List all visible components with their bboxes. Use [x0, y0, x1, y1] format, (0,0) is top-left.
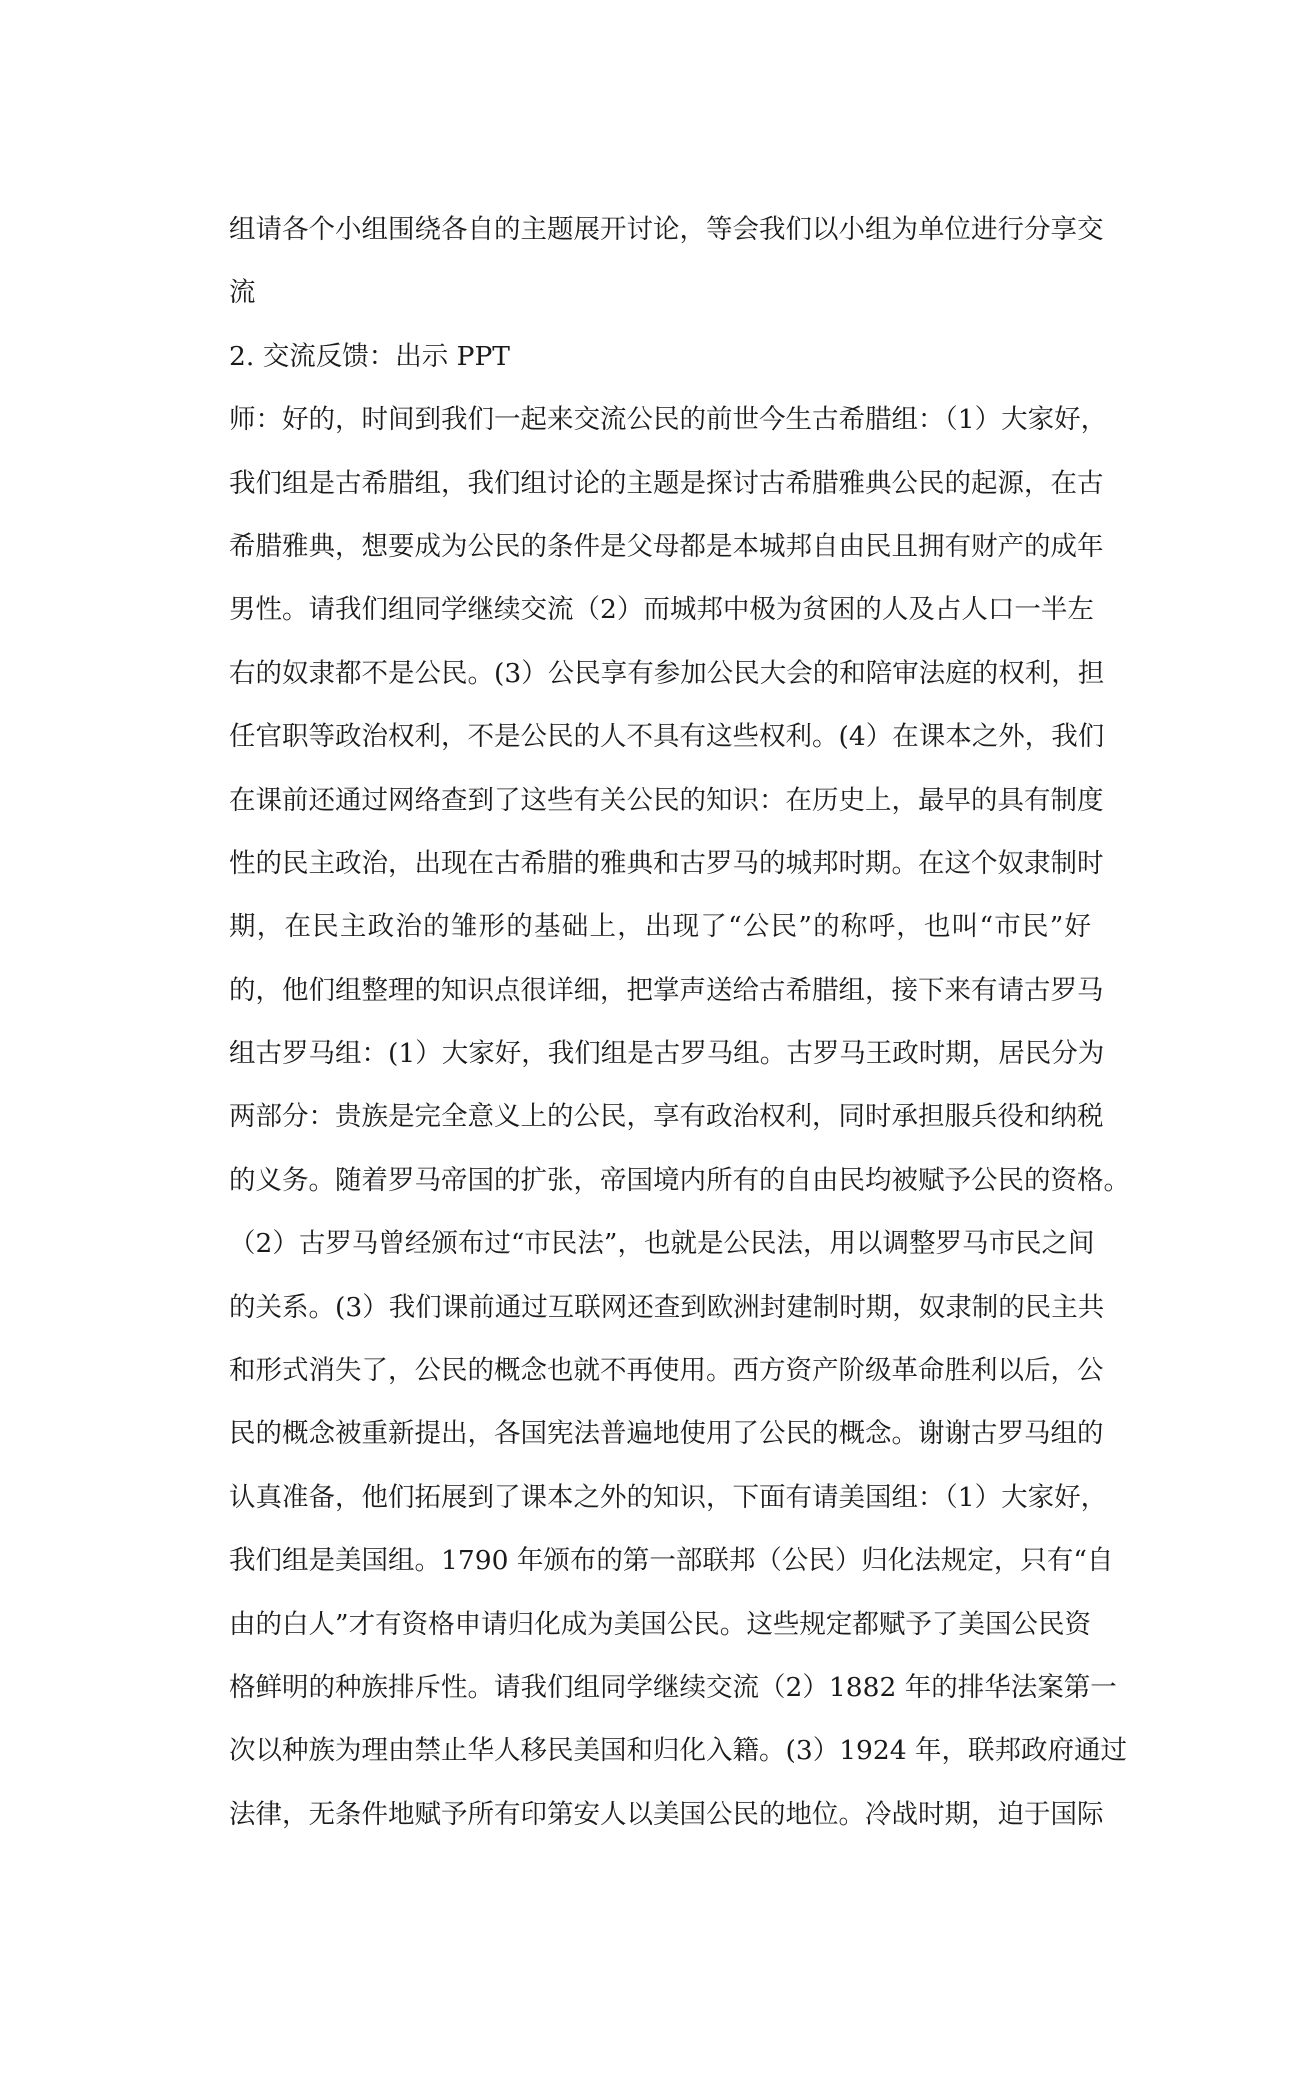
text-line: 两部分：贵族是完全意义上的公民，享有政治权利，同时承担服兵役和纳税 — [229, 1101, 1104, 1133]
text-line: 我们组是古希腊组，我们组讨论的主题是探讨古希腊雅典公民的起源，在古 — [229, 467, 1104, 499]
text-line: （2）古罗马曾经颁布过“市民法”，也就是公民法，用以调整罗马市民之间 — [229, 1228, 1095, 1260]
text-line: 组古罗马组：(1）大家好，我们组是古罗马组。古罗马王政时期，居民分为 — [229, 1038, 1105, 1070]
text-line: 和形式消失了，公民的概念也就不再使用。西方资产阶级革命胜利以后，公 — [229, 1355, 1104, 1387]
section-heading: 2. 交流反馈：出示 PPT — [229, 340, 510, 372]
text-line: 任官职等政治权利，不是公民的人不具有这些权利。(4）在课本之外，我们 — [229, 721, 1105, 753]
text-line: 的，他们组整理的知识点很详细，把掌声送给古希腊组，接下来有请古罗马 — [229, 974, 1104, 1006]
text-line: 法律，无条件地赋予所有印第安人以美国公民的地位。冷战时期，迫于国际 — [229, 1798, 1104, 1830]
text-line: 我们组是美国组。1790 年颁布的第一部联邦（公民）归化法规定，只有“自 — [229, 1545, 1114, 1577]
text-line: 民的概念被重新提出，各国宪法普遍地使用了公民的概念。谢谢古罗马组的 — [229, 1418, 1104, 1450]
text-line: 由的白人”才有资格申请归化成为美国公民。这些规定都赋予了美国公民资 — [229, 1608, 1091, 1640]
text-line: 的义务。随着罗马帝国的扩张，帝国境内所有的自由民均被赋予公民的资格。 — [229, 1164, 1130, 1196]
text-line: 师：好的，时间到我们一起来交流公民的前世今生古希腊组：（1）大家好， — [229, 404, 1108, 436]
text-line: 次以种族为理由禁止华人移民美国和归化入籍。(3）1924 年，联邦政府通过 — [229, 1735, 1128, 1767]
text-line: 右的奴隶都不是公民。(3）公民享有参加公民大会的和陪审法庭的权利，担 — [229, 657, 1105, 689]
text-line: 格鲜明的种族排斥性。请我们组同学继续交流（2）1882 年的排华法案第一 — [229, 1671, 1117, 1703]
text-line: 流 — [229, 277, 256, 309]
text-line: 在课前还通过网络查到了这些有关公民的知识：在历史上，最早的具有制度 — [229, 784, 1104, 816]
text-line: 认真准备，他们拓展到了课本之外的知识，下面有请美国组：（1）大家好， — [229, 1481, 1108, 1513]
text-line: 期，在民主政治的雏形的基础上，出现了“公民”的称呼，也叫“市民”好 — [229, 911, 1091, 943]
text-line: 的关系。(3）我们课前通过互联网还查到欧洲封建制时期，奴隶制的民主共 — [229, 1291, 1105, 1323]
text-line: 性的民主政治，出现在古希腊的雅典和古罗马的城邦时期。在这个奴隶制时 — [229, 847, 1104, 879]
body-text — [229, 198, 1130, 1846]
text-line: 男性。请我们组同学继续交流（2）而城邦中极为贫困的人及占人口一半左 — [229, 594, 1094, 626]
text-line: 希腊雅典，想要成为公民的条件是父母都是本城邦自由民且拥有财产的成年 — [229, 530, 1104, 562]
text-line: 组请各个小组围绕各自的主题展开讨论，等会我们以小组为单位进行分享交 — [229, 214, 1104, 245]
